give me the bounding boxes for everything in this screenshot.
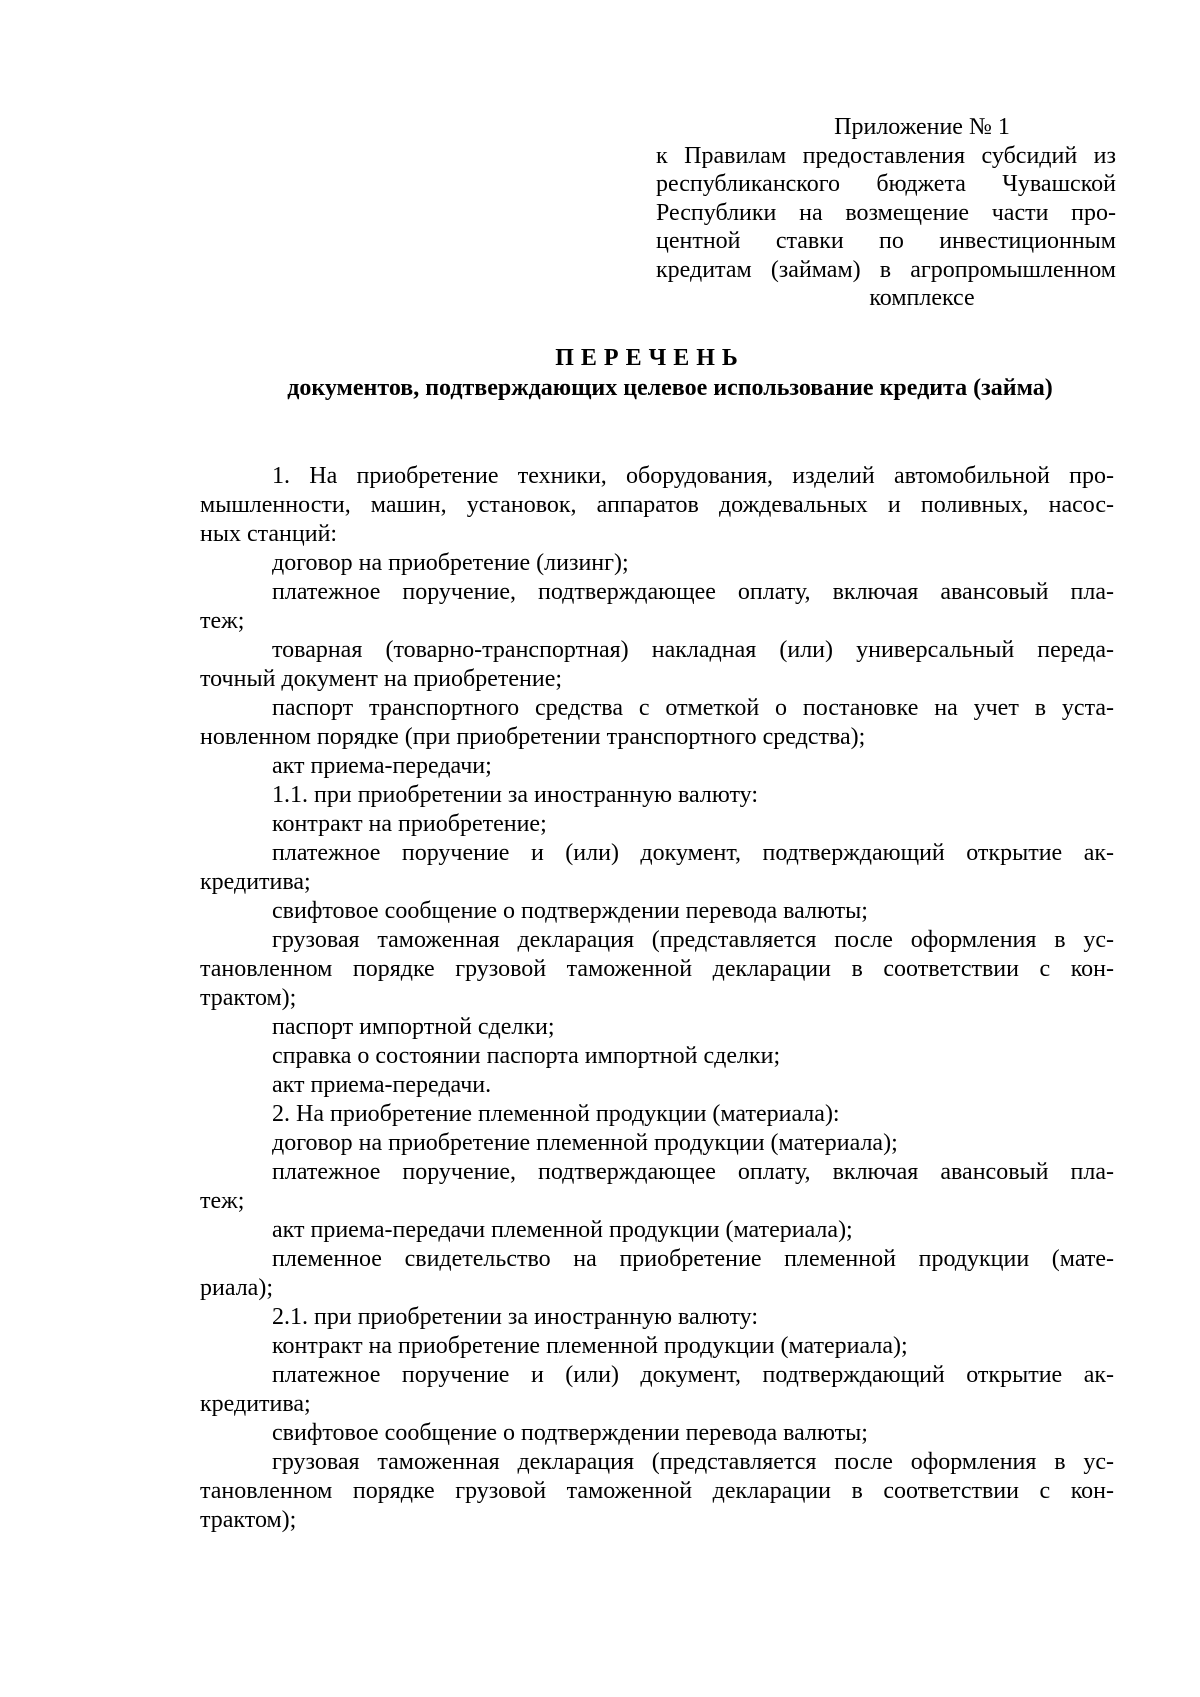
body-line: свифтовое сообщение о подтверждении перевода валюты; — [272, 1420, 868, 1446]
appendix-line: Республики на возмещение части про- — [656, 199, 1116, 226]
body-line: трактом); — [200, 1507, 297, 1533]
body-line: паспорт импортной сделки; — [272, 1014, 555, 1040]
body-line: платежное поручение и (или) документ, подтверждающий открытие ак- — [272, 840, 1114, 866]
document-title: ПЕРЕЧЕНЬ — [555, 345, 745, 371]
appendix-line: комплексе — [869, 285, 975, 311]
body-line: мышленности, машин, установок, аппаратов дождевальных и поливных, насос- — [200, 492, 1114, 518]
body-line: свифтовое сообщение о подтверждении перевода валюты; — [272, 898, 868, 924]
body-line: трактом); — [200, 985, 297, 1011]
body-line: ных станций: — [200, 521, 338, 547]
body-line: тановленном порядке грузовой таможенной декларации в соответствии с кон- — [200, 956, 1114, 982]
body-line: товарная (товарно-транспортная) накладная (или) универсальный переда- — [272, 637, 1114, 663]
body-line: контракт на приобретение; — [272, 811, 547, 837]
body-line: платежное поручение, подтверждающее оплату, включая авансовый пла- — [272, 1159, 1114, 1185]
body-line: договор на приобретение (лизинг); — [272, 550, 629, 576]
body-line: 2. На приобретение племенной продукции (материала): — [272, 1101, 840, 1127]
body-line: кредитива; — [200, 869, 311, 895]
body-line: контракт на приобретение племенной продукции (материала); — [272, 1333, 908, 1359]
appendix-line: центной ставки по инвестиционным — [656, 228, 1116, 254]
appendix-heading: Приложение № 1 — [834, 114, 1010, 140]
body-line: акт приема-передачи. — [272, 1072, 492, 1098]
appendix-line: к Правилам предоставления субсидий из — [656, 142, 1116, 169]
body-line: 1.1. при приобретении за иностранную валюту: — [272, 782, 759, 808]
body-line: новленном порядке (при приобретении транспортного средства); — [200, 724, 866, 750]
body-line: тановленном порядке грузовой таможенной декларации в соответствии с кон- — [200, 1478, 1114, 1504]
appendix-line: республиканского бюджета Чувашской — [656, 171, 1116, 197]
body-line: акт приема-передачи; — [272, 753, 492, 779]
body-line: грузовая таможенная декларация (представляется после оформления в ус- — [272, 927, 1114, 953]
body-line: договор на приобретение племенной продукции (материала); — [272, 1130, 898, 1156]
body-line: платежное поручение и (или) документ, подтверждающий открытие ак- — [272, 1362, 1114, 1388]
body-line: акт приема-передачи племенной продукции (материала); — [272, 1217, 853, 1243]
body-line: риала); — [200, 1275, 273, 1301]
body-line: 2.1. при приобретении за иностранную валюту: — [272, 1304, 759, 1330]
body-line: теж; — [200, 608, 245, 634]
appendix-line: кредитам (займам) в агропромышленном — [656, 256, 1116, 283]
body-line: паспорт транспортного средства с отметкой о постановке на учет в уста- — [272, 695, 1114, 721]
body-line: теж; — [200, 1188, 245, 1214]
body-line: племенное свидетельство на приобретение племенной продукции (мате- — [272, 1246, 1114, 1272]
document-subtitle: документов, подтверждающих целевое использование кредита (займа) — [287, 375, 1053, 401]
document-body — [200, 462, 1114, 1535]
body-line: платежное поручение, подтверждающее оплату, включая авансовый пла- — [272, 579, 1114, 605]
body-line: кредитива; — [200, 1391, 311, 1417]
appendix-block — [656, 113, 1116, 313]
body-line: грузовая таможенная декларация (представляется после оформления в ус- — [272, 1449, 1114, 1475]
body-line: точный документ на приобретение; — [200, 666, 563, 692]
body-line: 1. На приобретение техники, оборудования, изделий автомобильной про- — [272, 463, 1114, 489]
body-line: справка о состоянии паспорта импортной сделки; — [272, 1043, 781, 1069]
